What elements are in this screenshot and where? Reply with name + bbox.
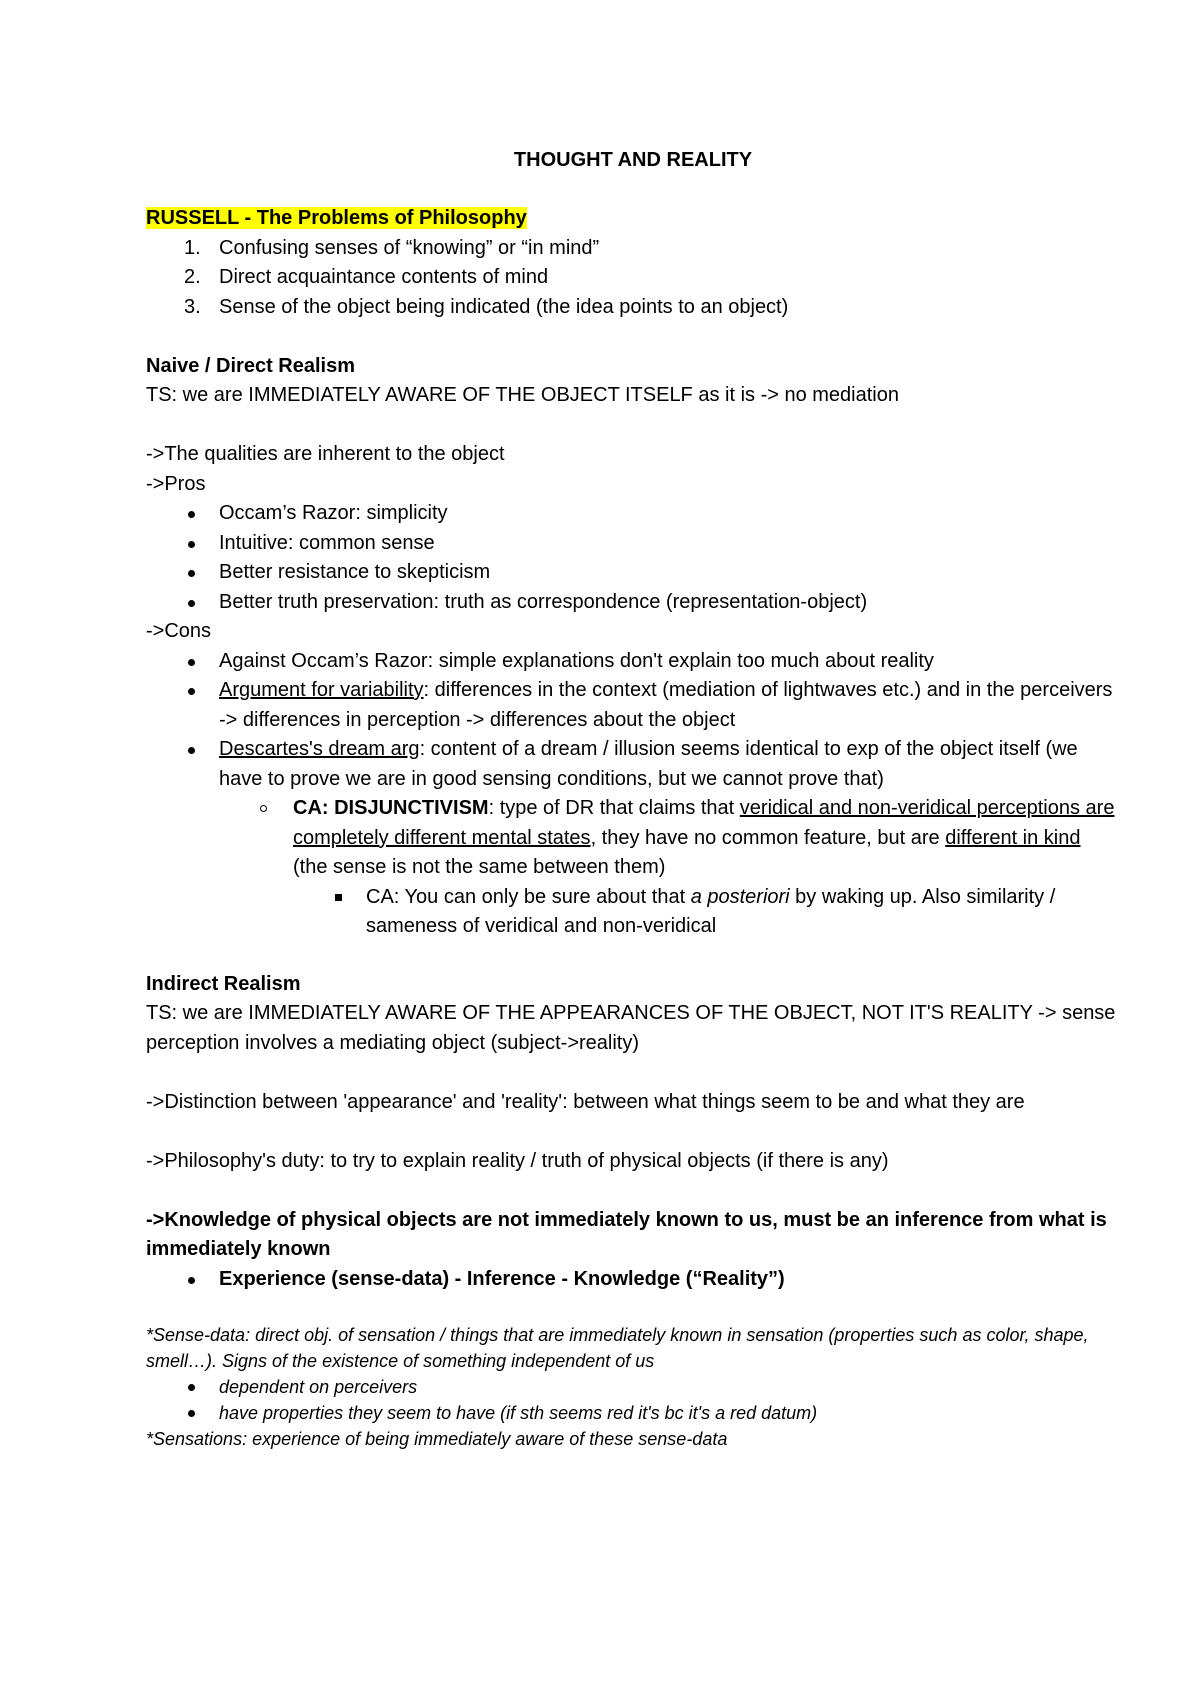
counter-argument-list <box>146 883 1120 942</box>
underlined-term: Descartes's dream arg <box>219 738 420 760</box>
cons-label: ->Cons <box>146 620 212 642</box>
russell-list <box>146 234 1120 323</box>
disjunctivism-list <box>146 794 1120 883</box>
list-item <box>146 794 1120 883</box>
bold-term: CA: DISJUNCTIVISM <box>293 797 489 819</box>
item-text: by waking up. Also similarity / sameness of veridical and non-veridical <box>366 885 1056 937</box>
bullet-icon <box>188 541 195 548</box>
list-item <box>146 234 1120 264</box>
naive-thesis: TS: we are IMMEDIATELY AWARE OF THE OBJECT ITSELF as it is -> no mediation <box>146 384 899 406</box>
italic-term: a posteriori <box>690 885 790 908</box>
page-title: THOUGHT AND REALITY <box>513 149 753 171</box>
item-text: dependent on perceivers <box>219 1377 418 1397</box>
indirect-thesis: TS: we are IMMEDIATELY AWARE OF THE APPEARANCES OF THE OBJECT, NOT IT'S REALITY -> sense perception involves a mediating object (subject->reality) <box>146 1002 1116 1054</box>
item-text: Occam’s Razor: simplicity <box>219 502 448 524</box>
item-text: : differences in the context (mediation of lightwaves etc.) and in the perceivers -> differences in perception -> differences about the object <box>219 679 1113 731</box>
item-text: Confusing senses of “knowing” or “in mind” <box>219 236 600 259</box>
item-text: Against Occam’s Razor: simple explanations don't explain too much about reality <box>219 649 934 672</box>
list-item <box>146 588 1120 618</box>
square-bullet-icon <box>335 894 342 901</box>
bullet-icon <box>188 1410 195 1417</box>
list-item <box>146 883 1120 942</box>
list-item <box>146 735 1120 794</box>
list-item <box>146 1374 1120 1400</box>
list-item <box>146 558 1120 588</box>
sensations-note: *Sensations: experience of being immediately aware of these sense-data <box>146 1429 728 1449</box>
highlighted-heading: RUSSELL - The Problems of Philosophy <box>146 207 527 229</box>
pros-list <box>146 499 1120 617</box>
hollow-bullet-icon <box>260 805 267 812</box>
list-item <box>146 293 1120 323</box>
list-item <box>146 499 1120 529</box>
item-text: (the sense is not the same between them) <box>293 856 666 878</box>
item-text: CA: You can only be sure about that <box>366 885 691 908</box>
naive-qualities: ->The qualities are inherent to the object <box>146 443 505 465</box>
list-item <box>146 1400 1120 1426</box>
item-text: have properties they seem to have (if sth seems red it's bc it's a red datum) <box>219 1403 818 1423</box>
item-number: 3. <box>184 295 201 318</box>
knowledge-text: ->Knowledge of physical objects are not immediately known to us, must be an inference from what is immediately known <box>146 1208 1107 1260</box>
bullet-icon <box>188 747 195 754</box>
distinction-text: ->Distinction between 'appearance' and 'reality': between what things seem to be and what they are <box>146 1090 1025 1113</box>
bullet-icon <box>188 688 195 695</box>
bullet-icon <box>188 1277 195 1284</box>
pros-label: ->Pros <box>146 472 206 495</box>
item-number: 1. <box>184 236 201 259</box>
naive-heading: Naive / Direct Realism <box>146 354 355 377</box>
indirect-heading: Indirect Realism <box>146 972 301 995</box>
list-item <box>146 529 1120 559</box>
item-text: Better truth preservation: truth as correspondence (representation-object) <box>219 590 868 613</box>
sense-data-list <box>146 1374 1120 1426</box>
bullet-icon <box>188 659 195 666</box>
bullet-icon <box>188 600 195 607</box>
bullet-icon <box>188 1384 195 1391</box>
item-text: Intuitive: common sense <box>219 531 435 554</box>
bullet-icon <box>188 511 195 518</box>
list-item <box>146 676 1120 735</box>
list-item <box>146 1265 1120 1295</box>
underlined-term: different in kind <box>945 826 1081 849</box>
item-text: Sense of the object being indicated (the idea points to an object) <box>219 295 789 318</box>
item-text: , they have no common feature, but are <box>590 826 946 849</box>
cons-list <box>146 647 1120 795</box>
russell-heading <box>146 204 1120 234</box>
bullet-icon <box>188 570 195 577</box>
chain-list <box>146 1265 1120 1295</box>
sense-data-note: *Sense-data: direct obj. of sensation / things that are immediately known in sensation (properties such as color, shape, smell…). Signs of the existence of something independent of us <box>146 1325 1089 1371</box>
item-text: Direct acquaintance contents of mind <box>219 266 549 288</box>
underlined-term: veridical and non-veridical perceptions are completely different mental states <box>293 797 1115 849</box>
duty-text: ->Philosophy's duty: to try to explain reality / truth of physical objects (if there is any) <box>146 1149 889 1172</box>
list-item <box>146 263 1120 293</box>
item-text: Better resistance to skepticism <box>219 561 491 583</box>
item-text: Experience (sense-data) - Inference - Knowledge (“Reality”) <box>219 1267 785 1290</box>
underlined-term: Argument for variability <box>219 679 424 701</box>
item-number: 2. <box>184 266 201 288</box>
list-item <box>146 647 1120 677</box>
item-text: : type of DR that claims that <box>488 797 740 819</box>
item-text: : content of a dream / illusion seems identical to exp of the object itself (we have to prove we are in good sensing conditions, but we cannot prove that) <box>219 738 1078 790</box>
